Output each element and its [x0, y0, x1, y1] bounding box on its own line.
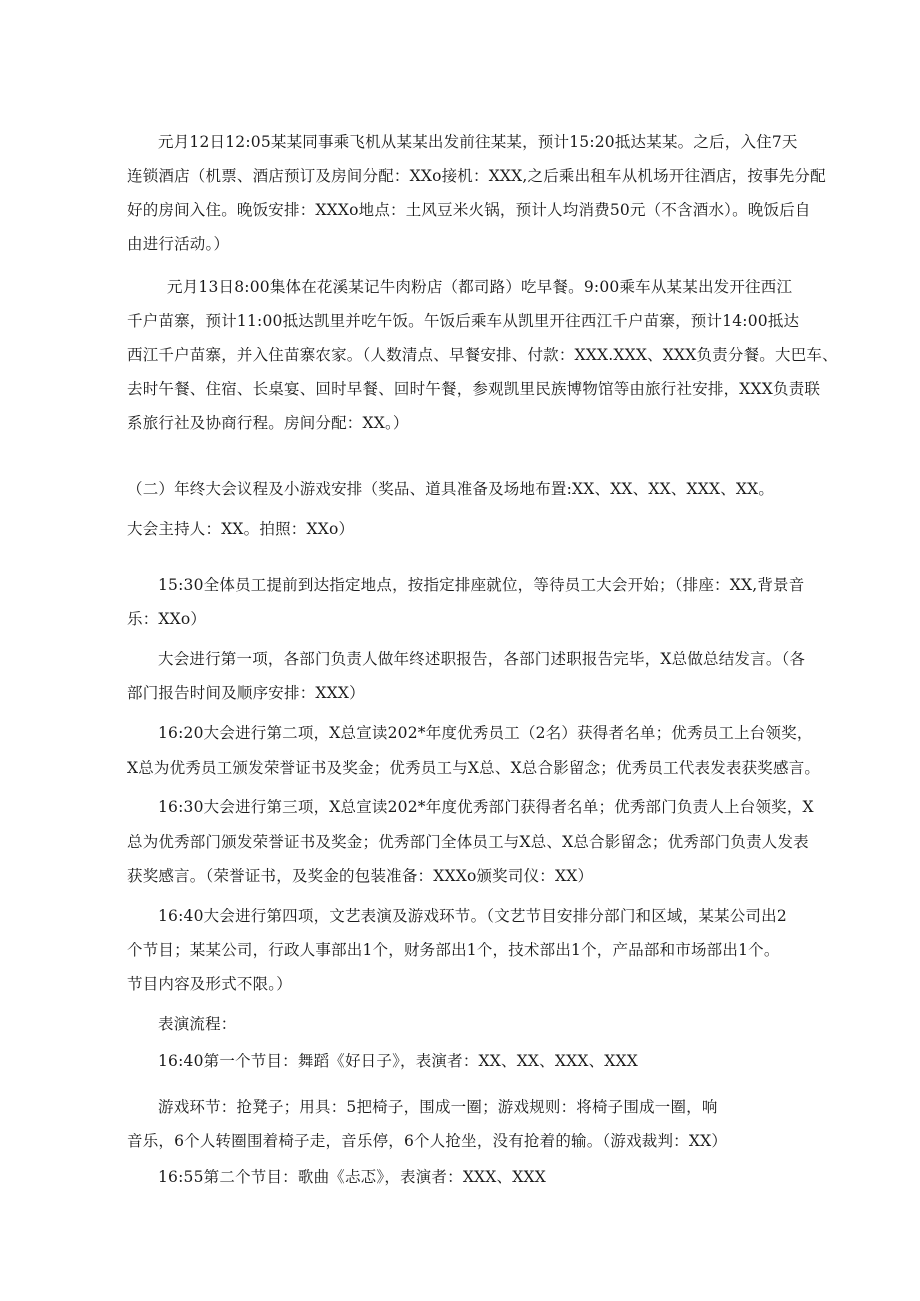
p7-line-1: 16:40大会进行第四项，文艺表演及游戏环节。（文艺节目安排分部门和区域，某某公司出2 — [158, 907, 787, 925]
p2-line-1: 元月13日8:00集体在花溪某记牛肉粉店（都司路）吃早餐。9:00乘车从某某出发开往西江 — [167, 278, 793, 296]
game-line-1: 游戏环节：抢凳子；用具：5把椅子，围成一圈；游戏规则：将椅子围成一圈，响 — [158, 1098, 718, 1116]
p4-line-1: 大会进行第一项，各部门负责人做年终述职报告，各部门述职报告完毕，X总做总结发言。（各 — [158, 650, 806, 668]
program-1: 16:40第一个节目：舞蹈《好日子》，表演者：XX、XX、XXX、XXX — [158, 1052, 638, 1070]
p2-line-5: 系旅行社及协商行程。房间分配：XX。） — [127, 414, 409, 432]
p2-line-2: 千户苗寨，预计11:00抵达凯里并吃午饭。午饭后乘车从凯里开往西江千户苗寨，预计14:00抵达 — [127, 312, 800, 330]
program-2: 16:55第二个节目：歌曲《忐忑》，表演者：XXX、XXX — [158, 1168, 546, 1186]
p1-line-2: 连锁酒店（机票、酒店预订及房间分配：XXo接机：XXX,之后乘出租车从机场开往酒店，按事先分配 — [127, 167, 826, 185]
flow-label: 表演流程： — [158, 1015, 237, 1033]
p1-line-1: 元月12日12:05某某同事乘飞机从某某出发前往某某，预计15:20抵达某某。之后，入住7天 — [158, 133, 798, 151]
p4-line-2: 部门报告时间及顺序安排：XXX） — [127, 684, 365, 702]
p1-line-3: 好的房间入住。晚饭安排：XXXo地点：土风豆米火锅，预计人均消费50元（不含酒水）。晚饭后自 — [127, 201, 811, 219]
p5-line-2: X总为优秀员工颁发荣誉证书及奖金；优秀员工与X总、X总合影留念；优秀员工代表发表获奖感言。 — [127, 759, 821, 777]
p6-line-2: 总为优秀部门颁发荣誉证书及奖金；优秀部门全体员工与X总、X总合影留念；优秀部门负责人发表 — [127, 833, 809, 851]
game-line-2: 音乐，6个人转圈围着椅子走，音乐停，6个人抢坐，没有抢着的输。（游戏裁判：XX） — [127, 1132, 728, 1150]
p6-line-1: 16:30大会进行第三项，X总宣读202*年度优秀部门获得者名单；优秀部门负责人上台领奖，X — [158, 798, 814, 816]
p6-line-3: 获奖感言。（荣誉证书，及奖金的包装准备：XXXo颁奖司仪：XX） — [127, 867, 594, 885]
p7-line-2: 个节目；某某公司，行政人事部出1个，财务部出1个，技术部出1个，产品部和市场部出1个。 — [127, 941, 780, 959]
section-2-heading: （二）年终大会议程及小游戏安排（奖品、道具准备及场地布置:XX、XX、XX、XXX、XX。 — [127, 480, 775, 498]
p5-line-1: 16:20大会进行第二项，X总宣读202*年度优秀员工（2名）获得者名单；优秀员工上台领奖， — [158, 724, 813, 742]
p1-line-4: 由进行活动。） — [127, 235, 230, 253]
p2-line-4: 去时午餐、住宿、长桌宴、回时早餐、回时午餐，参观凯里民族博物馆等由旅行社安排，XXX负责联 — [127, 380, 821, 398]
p3-line-1: 15:30全体员工提前到达指定地点，按指定排座就位，等待员工大会开始；（排座：XX,背景音 — [158, 576, 805, 594]
p3-line-2: 乐：XXo） — [127, 610, 207, 628]
p7-line-3: 节目内容及形式不限。） — [127, 975, 292, 993]
section-2-host: 大会主持人：XX。拍照：XXo） — [127, 520, 355, 538]
p2-line-3: 西江千户苗寨，并入住苗寨农家。（人数清点、早餐安排、付款：XXX.XXX、XXX负责分餐。大巴车、 — [127, 346, 838, 364]
